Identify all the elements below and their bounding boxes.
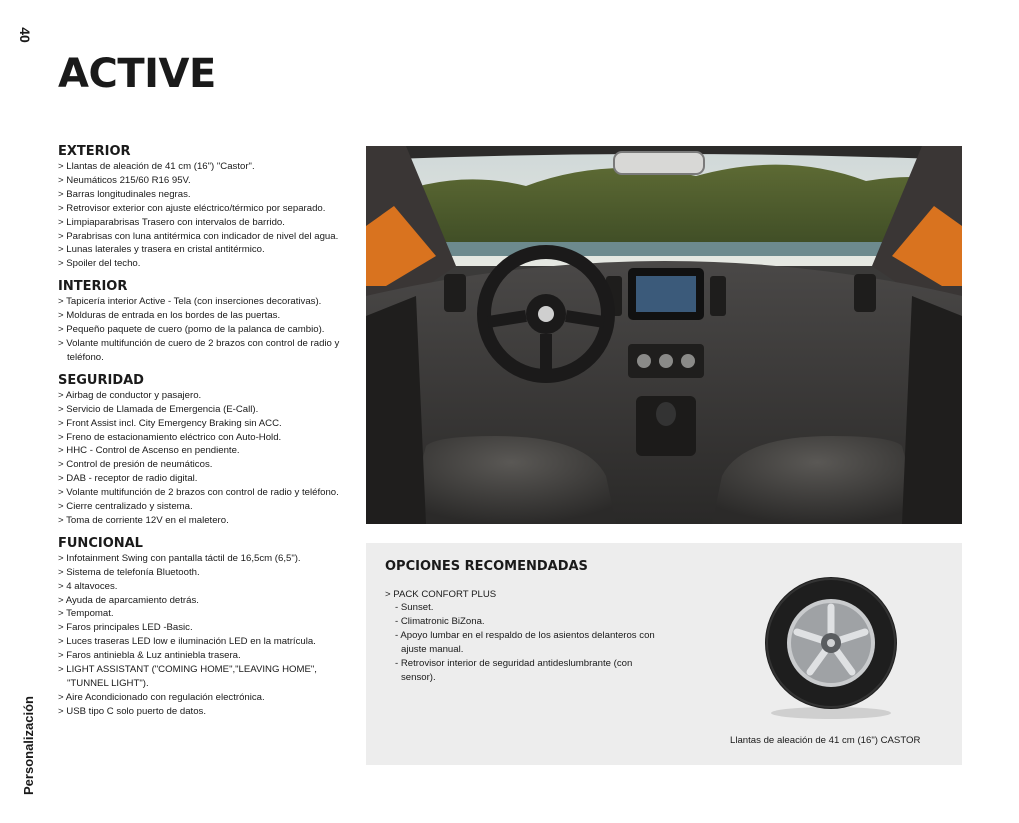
spec-item: > Retrovisor exterior con ajuste eléctrico/térmico por separado. [58,202,358,216]
spec-item: > Airbag de conductor y pasajero. [58,389,358,403]
pack-name: > PACK CONFORT PLUS [385,588,496,601]
pack-item: - Apoyo lumbar en el respaldo de los asientos delanteros con ajuste manual. [395,629,655,657]
spec-heading: INTERIOR [58,279,128,295]
spec-item: > LIGHT ASSISTANT ("COMING HOME","LEAVING HOME", "TUNNEL LIGHT"). [58,663,358,691]
spec-list [58,144,358,727]
alloy-wheel-image [756,571,906,721]
spec-item: > Toma de corriente 12V en el maletero. [58,514,358,528]
car-interior-photo [366,146,962,524]
spec-item: > Spoiler del techo. [58,257,358,271]
spec-item: > USB tipo C solo puerto de datos. [58,705,358,719]
spec-item: > Ayuda de aparcamiento detrás. [58,594,358,608]
spec-item: > Faros antiniebla & Luz antiniebla trasera. [58,649,358,663]
spec-item: > Molduras de entrada en los bordes de las puertas. [58,309,358,323]
spec-item: > Freno de estacionamiento eléctrico con Auto-Hold. [58,431,358,445]
spec-item: > Neumáticos 215/60 R16 95V. [58,174,358,188]
spec-item: > DAB - receptor de radio digital. [58,472,358,486]
spec-item: > Volante multifunción de 2 brazos con control de radio y teléfono. [58,486,358,500]
spec-item: > Tapicería interior Active - Tela (con inserciones decorativas). [58,295,358,309]
spec-item: > Llantas de aleación de 41 cm (16") "Castor". [58,160,358,174]
spec-section-funcional [58,536,358,719]
spec-section-interior [58,279,358,365]
spec-item: > Luces traseras LED low e iluminación LED en la matrícula. [58,635,358,649]
spec-section-seguridad [58,373,358,528]
pack-item: - Climatronic BiZona. [395,615,655,629]
spec-heading: SEGURIDAD [58,372,144,388]
car-interior-illustration [366,146,962,524]
spec-item: > Pequeño paquete de cuero (pomo de la palanca de cambio). [58,323,358,337]
spec-item: > Aire Acondicionado con regulación electrónica. [58,691,358,705]
spec-heading: EXTERIOR [58,144,131,159]
spec-item: > Servicio de Llamada de Emergencia (E-Call). [58,403,358,417]
spec-item: > 4 altavoces. [58,580,358,594]
spec-item: > Barras longitudinales negras. [58,188,358,202]
spec-item: > Control de presión de neumáticos. [58,458,358,472]
page-number: 40 [17,27,33,43]
spec-section-exterior [58,144,358,271]
spec-item: > Infotainment Swing con pantalla táctil de 16,5cm (6,5"). [58,552,358,566]
spec-item: > Faros principales LED -Basic. [58,621,358,635]
spec-item: > Lunas laterales y trasera en cristal antitérmico. [58,243,358,257]
spec-item: > Limpiaparabrisas Trasero con intervalos de barrido. [58,216,358,230]
pack-item-list [395,601,655,684]
spec-item: > Parabrisas con luna antitérmica con indicador de nivel del agua. [58,230,358,244]
pack-item: - Sunset. [395,601,655,615]
spec-item: > Cierre centralizado y sistema. [58,500,358,514]
wheel-illustration [756,571,906,721]
options-title: OPCIONES RECOMENDADAS [385,559,588,574]
spec-heading: FUNCIONAL [58,535,143,551]
page-title: ACTIVE [58,51,216,97]
recommended-options-box [366,543,962,765]
section-side-label: Personalización [21,696,36,795]
spec-item: > Tempomat. [58,607,358,621]
wheel-caption: Llantas de aleación de 41 cm (16") CASTOR [730,735,921,746]
pack-item: - Retrovisor interior de seguridad antideslumbrante (con sensor). [395,657,655,685]
spec-item: > Volante multifunción de cuero de 2 brazos con control de radio y teléfono. [58,337,358,365]
spec-item: > Front Assist incl. City Emergency Braking sin ACC. [58,417,358,431]
spec-item: > HHC - Control de Ascenso en pendiente. [58,444,358,458]
spec-item: > Sistema de telefonía Bluetooth. [58,566,358,580]
